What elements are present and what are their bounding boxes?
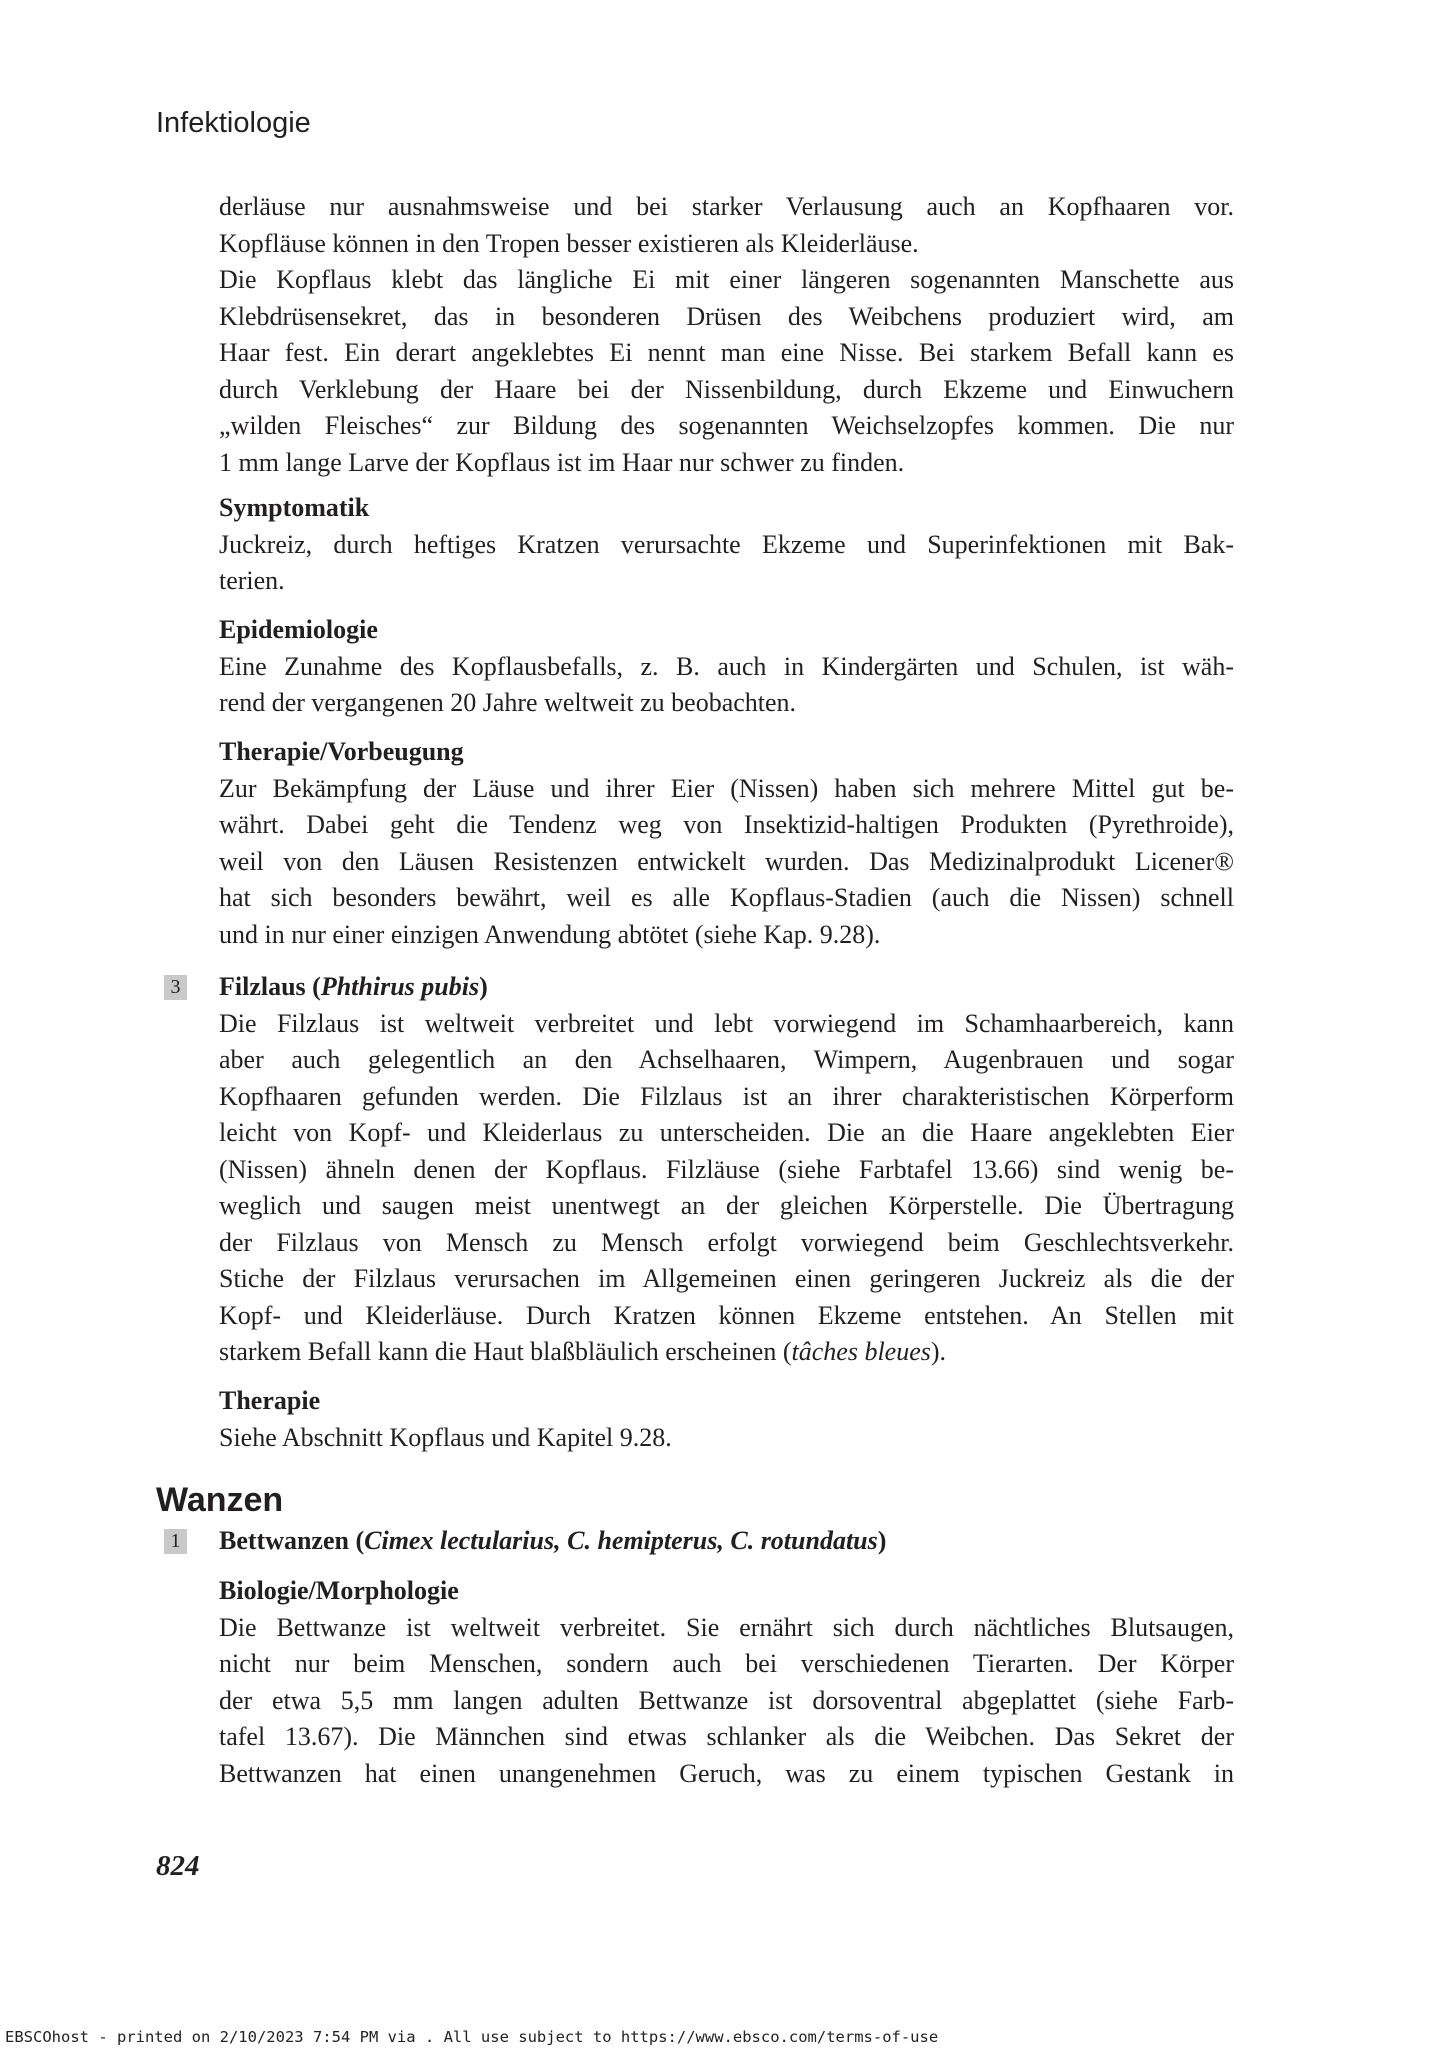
text-line: (Nissen) ähneln denen der Kopflaus. Filzläuse (siehe Farbtafel 13.66) sind wenig be- xyxy=(219,1154,1234,1184)
filzlaus-section xyxy=(170,969,1234,1371)
bettwanzen-item xyxy=(170,1523,1234,1560)
paragraph xyxy=(219,1610,1234,1793)
text-line: Siehe Abschnitt Kopflaus und Kapitel 9.28. xyxy=(219,1422,672,1452)
paragraph xyxy=(219,262,1234,481)
chapter-section-title: Wanzen xyxy=(156,1481,284,1519)
text-line: Die Filzlaus ist weltweit verbreitet und lebt vorwiegend im Schamhaarbereich, kann xyxy=(219,1008,1234,1038)
paragraph xyxy=(219,649,1234,722)
section-body xyxy=(219,1420,1234,1457)
text-line: terien. xyxy=(219,566,285,595)
item-heading: Bettwanzen (Cimex lectularius, C. hemipterus, C. rotundatus) xyxy=(219,1526,887,1555)
section-heading: Epidemiologie xyxy=(219,615,378,644)
text-line: Kopfhaaren gefunden werden. Die Filzlaus ist an ihrer charakteristischen Körperform xyxy=(219,1081,1234,1111)
text-line: Die Bettwanze ist weltweit verbreitet. Sie ernährt sich durch nächtliches Blutsaugen, xyxy=(219,1612,1234,1642)
item-number-badge: 3 xyxy=(164,975,187,1000)
biologie-morphologie-section xyxy=(219,1573,1234,1792)
paragraph xyxy=(219,527,1234,600)
text-line: und in nur einer einzigen Anwendung abtötet (siehe Kap. 9.28). xyxy=(219,919,881,949)
section-heading: Filzlaus (Phthirus pubis) xyxy=(219,972,488,1001)
text-line: Juckreiz, durch heftiges Kratzen verursachte Ekzeme und Superinfektionen mit Bak- xyxy=(219,529,1234,559)
section-body xyxy=(219,527,1234,600)
text-line: starkem Befall kann die Haut blaßbläulich erscheinen (tâches bleues). xyxy=(219,1337,947,1366)
section-body xyxy=(219,771,1234,954)
text-line: durch Verklebung der Haare bei der Nissenbildung, durch Ekzeme und Einwuchern xyxy=(219,374,1234,404)
text-line: aber auch gelegentlich an den Achselhaaren, Wimpern, Augenbrauen und sogar xyxy=(219,1045,1234,1074)
epidemiologie-section xyxy=(219,612,1234,722)
text-line: derläuse nur ausnahmsweise und bei starker Verlausung auch an Kopfhaaren vor. xyxy=(219,192,1234,221)
paragraph xyxy=(219,189,1234,262)
text-line: Kopf- und Kleiderläuse. Durch Kratzen können Ekzeme entstehen. An Stellen mit xyxy=(219,1300,1234,1330)
running-header: Infektiologie xyxy=(156,107,311,139)
text-line: „wilden Fleisches“ zur Bildung des sogenannten Weichselzopfes kommen. Die nur xyxy=(219,411,1234,440)
text-line: der etwa 5,5 mm langen adulten Bettwanze ist dorsoventral abgeplattet (siehe Farb- xyxy=(219,1685,1234,1715)
italic-text: Cimex lectularius, C. hemipterus, C. rotundatus xyxy=(364,1526,878,1555)
text-line: weglich und saugen meist unentwegt an der gleichen Körperstelle. Die Übertragung xyxy=(219,1191,1234,1220)
text-line: weil von den Läusen Resistenzen entwickelt wurden. Das Medizinalprodukt Licener® xyxy=(219,846,1234,876)
italic-text: Phthirus pubis xyxy=(320,972,480,1001)
section-body xyxy=(219,1006,1234,1371)
section-heading: Therapie/Vorbeugung xyxy=(219,737,464,766)
section-body xyxy=(219,1610,1234,1793)
text-line: Bettwanzen hat einen unangenehmen Geruch, was zu einem typischen Gestank in xyxy=(219,1758,1234,1788)
section-body xyxy=(219,649,1234,722)
text-line: hat sich besonders bewährt, weil es alle Kopflaus-Stadien (auch die Nissen) schnell xyxy=(219,883,1234,912)
text-line: Zur Bekämpfung der Läuse und ihrer Eier (Nissen) haben sich mehrere Mittel gut be- xyxy=(219,773,1234,803)
paragraph xyxy=(219,1420,1234,1457)
page-number: 824 xyxy=(156,1850,200,1882)
text-line: nicht nur beim Menschen, sondern auch bei verschiedenen Tierarten. Der Körper xyxy=(219,1649,1234,1678)
text-line: 1 mm lange Larve der Kopflaus ist im Haar nur schwer zu finden. xyxy=(219,447,905,477)
text-line: der Filzlaus von Mensch zu Mensch erfolgt vorwiegend beim Geschlechtsverkehr. xyxy=(219,1227,1234,1257)
text-line: leicht von Kopf- und Kleiderlaus zu unterscheiden. Die an die Haare angeklebten Eier xyxy=(219,1118,1234,1147)
print-footer: EBSCOhost - printed on 2/10/2023 7:54 PM via . All use subject to https://www.ebsco.com/terms-of-use xyxy=(5,2028,939,2046)
italic-text: tâches bleues xyxy=(791,1337,931,1366)
therapie-section xyxy=(219,1383,1234,1456)
text-line: tafel 13.67). Die Männchen sind etwas schlanker als die Weibchen. Das Sekret der xyxy=(219,1722,1234,1751)
text-line: Eine Zunahme des Kopflausbefalls, z. B. auch in Kindergärten und Schulen, ist wäh- xyxy=(219,651,1234,681)
section-heading: Biologie/Morphologie xyxy=(219,1576,459,1605)
text-line: Kopfläuse können in den Tropen besser existieren als Kleiderläuse. xyxy=(219,228,919,258)
text-line: Klebdrüsensekret, das in besonderen Drüsen des Weibchens produziert wird, am xyxy=(219,301,1234,331)
paragraph xyxy=(219,1006,1234,1371)
text-line: Die Kopflaus klebt das längliche Ei mit einer längeren sogenannten Manschette aus xyxy=(219,265,1234,294)
therapie-vorbeugung-section xyxy=(219,734,1234,953)
text-line: Stiche der Filzlaus verursachen im Allgemeinen einen geringeren Juckreiz als die der xyxy=(219,1264,1234,1293)
symptomatik-section xyxy=(219,490,1234,600)
item-number-badge: 1 xyxy=(164,1529,187,1554)
text-line: währt. Dabei geht die Tendenz weg von Insektizid-haltigen Produkten (Pyrethroide), xyxy=(219,810,1234,839)
section-heading: Therapie xyxy=(219,1386,321,1415)
section-heading: Symptomatik xyxy=(219,493,370,522)
kopflaus-continued-text xyxy=(219,189,1234,481)
text-line: rend der vergangenen 20 Jahre weltweit zu beobachten. xyxy=(219,688,797,717)
paragraph xyxy=(219,771,1234,954)
text-line: Haar fest. Ein derart angeklebtes Ei nennt man eine Nisse. Bei starkem Befall kann es xyxy=(219,338,1234,367)
